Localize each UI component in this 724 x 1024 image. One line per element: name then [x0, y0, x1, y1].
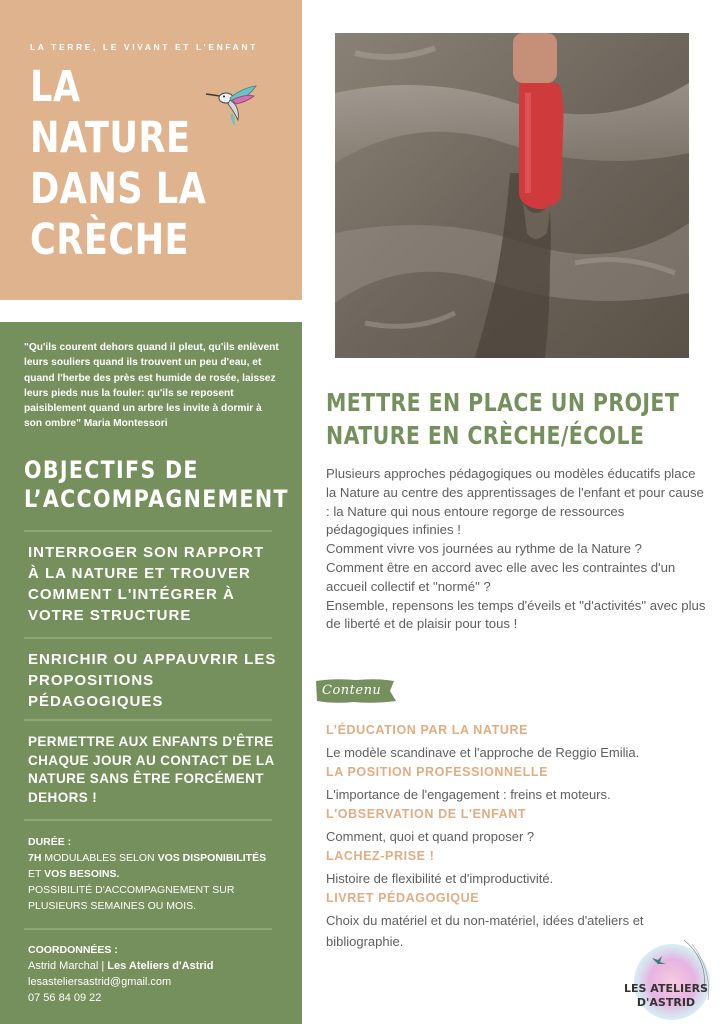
project-title — [326, 386, 680, 452]
duration-text: MODULABLES SELON — [41, 852, 158, 864]
objectives-title — [24, 456, 289, 514]
contact-name: Astrid Marchal | — [28, 960, 108, 972]
intro-paragraph: Comment être en accord avec elle avec les contraintes d'un accueil collectif et "normé" ? — [326, 559, 676, 594]
objectives-title-line: OBJECTIFS DE — [24, 456, 199, 484]
contact-phone[interactable]: 07 56 84 09 22 — [28, 992, 102, 1004]
svg-text:LES ATELIERS — [624, 982, 708, 995]
objective-item: INTERROGER SON RAPPORT À LA NATURE ET TROUVER COMMENT L'INTÉGRER À VOTRE STRUCTURE — [28, 544, 265, 624]
content-section — [326, 806, 712, 847]
main-title — [30, 62, 207, 266]
title-line: LA — [30, 62, 81, 112]
divider — [24, 819, 272, 821]
duration-block — [28, 834, 278, 914]
svg-text:D'ASTRID — [637, 996, 695, 1009]
section-description: Choix du matériel et du non-matériel, idées d'ateliers et bibliographie. — [326, 913, 644, 949]
contact-label: COORDONNÉES : — [28, 944, 118, 956]
project-title-line: NATURE EN CRÈCHE/ÉCOLE — [326, 421, 645, 450]
ateliers-astrid-logo — [612, 930, 720, 1024]
montessori-quote: "Qu'ils courent dehors quand il pleut, qu'ils enlèvent leurs souliers quand ils trouvent un peu d'eau, et quand l'herbe des près est humide de rosée, laissez leurs pieds nus la fouler: qu'ils se reposent paisiblement quand un arbre les invite à dormir à son ombre" Maria Montessori — [24, 342, 279, 430]
logo-line: D'ASTRID — [636, 996, 696, 1009]
duration-hours: 7H — [28, 852, 42, 864]
intro-paragraph: Ensemble, repensons les temps d'éveils et "d'activités" avec plus de liberté et de plaisir pour tous ! — [326, 597, 706, 632]
project-title-line: METTRE EN PLACE UN PROJET — [326, 388, 680, 417]
duration-label: DURÉE : — [28, 836, 72, 848]
divider — [24, 530, 272, 532]
content-section — [326, 848, 712, 889]
left-column — [0, 0, 302, 1024]
section-title: LACHEZ-PRISE ! — [326, 849, 435, 863]
title-line: DANS LA — [30, 164, 207, 214]
section-title: L’ÉDUCATION PAR LA NATURE — [326, 723, 529, 737]
divider — [24, 637, 272, 639]
divider — [24, 928, 272, 930]
section-title: LIVRET PÉDAGOGIQUE — [326, 891, 480, 905]
duration-note: POSSIBILITÉ D'ACCOMPAGNEMENT SUR PLUSIEURS SEMAINES OU MOIS. — [28, 884, 235, 912]
intro-paragraph: Comment vivre vos journées au rythme de la Nature ? — [326, 541, 642, 557]
objectives-title-line: L’ACCOMPAGNEMENT — [24, 485, 289, 513]
duration-text: ET — [28, 868, 45, 880]
section-description: Comment, quoi et quand proposer ? — [326, 829, 535, 844]
title-line: CRÈCHE — [30, 215, 190, 265]
contact-block — [28, 942, 278, 1006]
logo-line: LES ATELIERS — [624, 982, 708, 995]
content-section — [326, 722, 712, 763]
intro-paragraph: Plusieurs approches pédagogiques ou modèles éducatifs place la Nature au centre des apprentissages de l'enfant et pour cause : la Nature qui nous entoure regorge de ressources pédagogiques infinies ! — [326, 466, 704, 538]
divider — [24, 719, 272, 721]
section-title: L'OBSERVATION DE L'ENFANT — [326, 807, 527, 821]
contact-email[interactable]: lesasteliersastrid@gmail.com — [28, 976, 172, 988]
objective-item: ENRICHIR OU APPAUVRIR LES PROPOSITIONS PÉDAGOGIQUES — [28, 651, 277, 710]
tagline: LA TERRE, LE VIVANT ET L’ENFANT — [30, 42, 258, 52]
section-title: LA POSITION PROFESSIONNELLE — [326, 765, 549, 779]
section-description: Histoire de flexibilité et d'improductivité. — [326, 871, 554, 886]
mud-shovel-photo — [335, 33, 689, 358]
content-section — [326, 764, 712, 805]
hummingbird-icon — [200, 80, 260, 128]
duration-needs: VOS BESOINS. — [44, 868, 120, 880]
objective-item: PERMETTRE AUX ENFANTS D'ÊTRE CHAQUE JOUR AU CONTACT DE LA NATURE SANS ÊTRE FORCÉMENT DEHORS ! — [28, 734, 275, 805]
title-line: NATURE — [30, 113, 191, 163]
duration-availability: VOS DISPONIBILITÉS — [157, 852, 267, 864]
project-intro — [326, 465, 706, 634]
header-box — [0, 0, 302, 300]
contact-company: Les Ateliers d'Astrid — [107, 960, 214, 972]
contenu-label: Contenu — [322, 683, 382, 698]
section-description: Le modèle scandinave et l'approche de Reggio Emilia. — [326, 745, 640, 760]
objectives-panel — [0, 322, 302, 1024]
section-description: L'importance de l'engagement : freins et moteurs. — [326, 787, 611, 802]
